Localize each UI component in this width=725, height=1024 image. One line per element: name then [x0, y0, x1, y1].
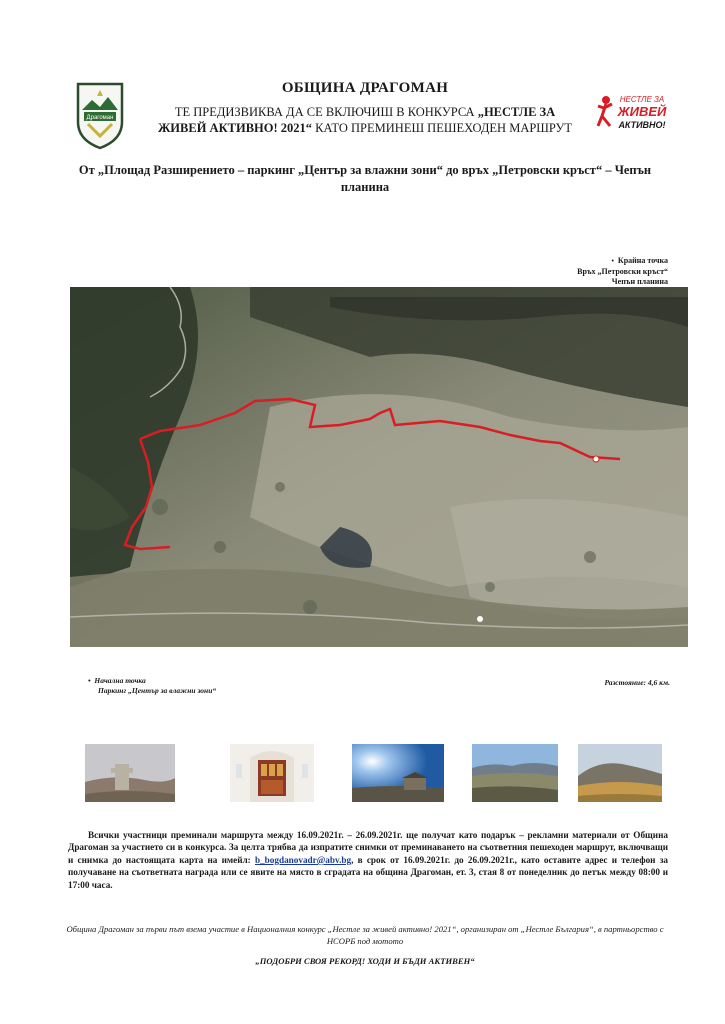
campaign-motto: „ПОДОБРИ СВОЯ РЕКОРД! ХОДИ И БЪДИ АКТИВЕН“ — [255, 956, 475, 966]
end-point-peak: Връх „Петровски кръст“ — [577, 266, 668, 276]
logo-line-3: АКТИВНО! — [618, 120, 666, 130]
subtitle-pre: ТЕ ПРЕДИЗВИКВА ДА СЕ ВКЛЮЧИШ В КОНКУРСА — [174, 105, 478, 119]
end-point-label — [520, 256, 668, 288]
participation-info-text — [68, 829, 668, 891]
logo-line-1: НЕСТЛЕ ЗА — [619, 95, 665, 104]
end-point-mountain: Чепън планина — [611, 277, 668, 286]
start-point-title: Начална точка — [94, 676, 146, 685]
crest-text: Драгоман — [86, 115, 114, 121]
contact-email-link[interactable]: b_bogdanovadr@abv.bg — [254, 854, 352, 865]
start-point-place: Паркинг „Център за влажни зони“ — [98, 686, 217, 695]
nestle-campaign-logo — [596, 92, 674, 136]
stone-cross-photo — [85, 744, 175, 802]
subtitle-campaign-name: „НЕСТЛЕ ЗА ЖИВЕЙ АКТИВНО! 2021“ — [157, 105, 556, 135]
sunlit-hut-photo — [352, 744, 444, 802]
distance-label: Разстояние: 4,6 км. — [604, 678, 670, 687]
page-title: ОБЩИНА ДРАГОМАН — [281, 80, 449, 96]
chapel-interior-photo — [230, 744, 314, 802]
mountain-panorama-photo — [472, 744, 558, 802]
body-text-pre: Всички участници преминали маршрута между 16.09.2021г. – 26.09.2021г. ще получат като подарък – рекламни материали от Община Драгоман за участието си в конкурса. За целта трябва да изпратите снимки от преминаването на съответния пешеходен маршрут, включващи и снимка до настоящата карта на имейл: — [68, 830, 668, 865]
logo-line-2: ЖИВЕЙ — [617, 104, 667, 119]
route-description: От „Площад Разширението – паркинг „Център за влажни зони“ до връх „Петровски кръст“ – Чепън планина — [78, 163, 652, 194]
campaign-subtitle — [150, 104, 580, 136]
body-text-post: , в срок от 16.09.2021г. до 26.09.2021г., като оставите адрес и телефон за получаване на съответната награда или се явите на място в сградата на община Драгоман, ет. 3, стая 8 от понеделник до петък между 08:00 и 17:00 часа. — [68, 854, 668, 890]
map-pin-icon — [477, 616, 483, 622]
route-satellite-map — [70, 287, 688, 647]
end-point-bullet-icon: • — [611, 257, 614, 265]
start-point-label — [88, 676, 288, 696]
start-point-bullet-icon: • — [88, 676, 91, 685]
end-point-marker-icon — [593, 456, 599, 462]
municipality-crest-logo — [74, 80, 126, 150]
subtitle-post: КАТО ПРЕМИНЕШ ПЕШЕХОДЕН МАРШРУТ — [312, 121, 573, 135]
hill-landscape-photo — [578, 744, 662, 802]
footer-text: Община Драгоман за първи път взема участие в Националния конкурс „Нестле за живей активно! 2021“, организиран от „Нестле България“, в партньорство с НСОРБ под мотото — [66, 924, 664, 946]
end-point-title: Крайна точка — [617, 256, 668, 265]
